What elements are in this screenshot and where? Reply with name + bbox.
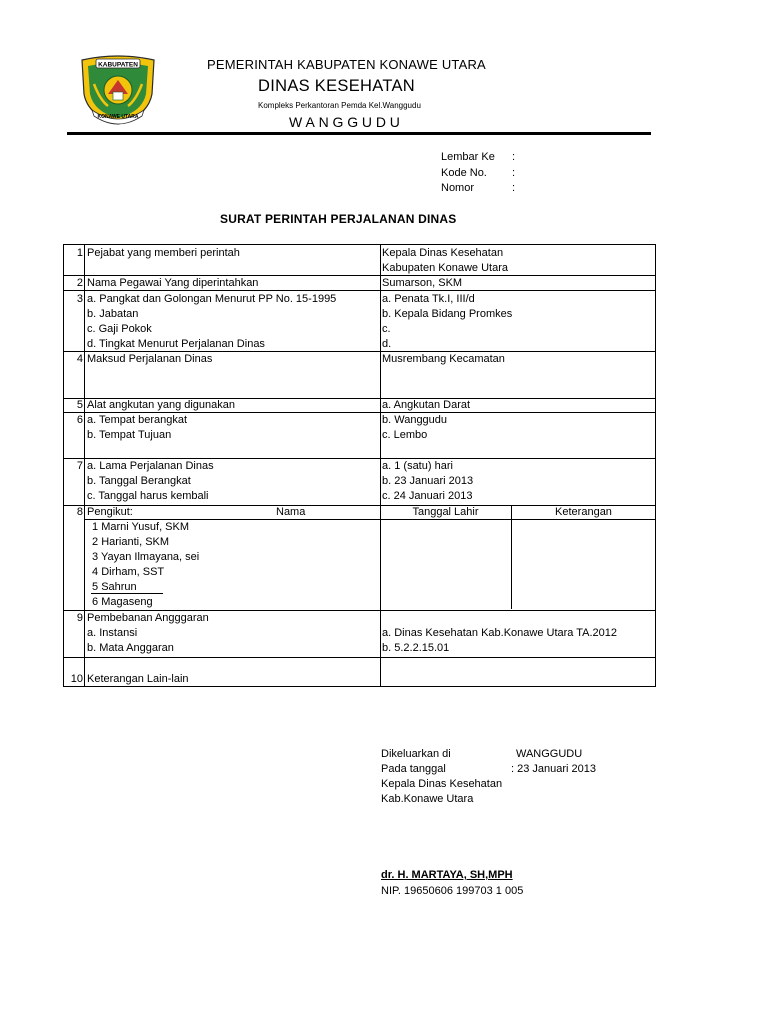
field-label: b. Tempat Tujuan bbox=[87, 429, 172, 441]
field-value: Kepala Dinas Kesehatan bbox=[382, 247, 504, 259]
travel-order-table bbox=[63, 244, 656, 687]
column-header-birthdate: Tanggal Lahir bbox=[412, 506, 479, 518]
column-divider bbox=[380, 245, 381, 686]
row-number: 6 bbox=[76, 414, 83, 426]
issued-date: : 23 Januari 2013 bbox=[511, 763, 597, 775]
field-label: d. Tingkat Menurut Perjalanan Dinas bbox=[87, 338, 265, 350]
column-divider bbox=[84, 245, 85, 686]
field-label: Alat angkutan yang digunakan bbox=[87, 399, 236, 411]
meta-separator: : bbox=[512, 166, 516, 179]
field-value: a. Angkutan Darat bbox=[382, 399, 471, 411]
field-label: b. Tanggal Berangkat bbox=[87, 475, 191, 487]
meta-separator: : bbox=[512, 151, 516, 163]
follower-item: 4 Dirham, SST bbox=[92, 566, 165, 578]
row-number: 1 bbox=[76, 247, 83, 259]
agency-city: WANGGUDU bbox=[289, 114, 404, 130]
row-divider bbox=[64, 657, 655, 658]
field-value: a. 1 (satu) hari bbox=[382, 460, 453, 472]
field-label: b. Mata Anggaran bbox=[87, 642, 174, 654]
field-label: a. Pangkat dan Golongan Menurut PP No. 15-1995 bbox=[87, 293, 337, 305]
meta-row-code bbox=[441, 166, 515, 182]
field-label: a. Lama Perjalanan Dinas bbox=[87, 460, 214, 472]
column-header-name: Nama bbox=[276, 506, 306, 518]
issued-label: Dikeluarkan di bbox=[381, 748, 451, 760]
field-label: b. Jabatan bbox=[87, 308, 139, 320]
field-value: c. Lembo bbox=[382, 429, 428, 441]
field-label: a. Instansi bbox=[87, 627, 138, 639]
field-value: Sumarson, SKM bbox=[382, 277, 463, 289]
field-label: Pengikut: bbox=[87, 506, 133, 518]
date-label: Pada tanggal bbox=[381, 763, 446, 775]
row-number: 8 bbox=[76, 506, 83, 518]
field-value: b. Wanggudu bbox=[382, 414, 448, 426]
signer-name: dr. H. MARTAYA, SH,MPH bbox=[381, 869, 513, 881]
meta-row-sheet bbox=[441, 150, 515, 166]
logo-text-top: KABUPATEN bbox=[98, 61, 138, 69]
follower-item: 3 Yayan Ilmayana, sei bbox=[92, 551, 200, 563]
document-meta bbox=[441, 150, 515, 197]
row-number: 3 bbox=[76, 293, 83, 305]
header-divider bbox=[67, 132, 651, 135]
field-value: c. bbox=[382, 323, 391, 335]
field-value: d. bbox=[382, 338, 392, 350]
follower-item: 6 Magaseng bbox=[92, 596, 153, 608]
field-label: Pembebanan Angggaran bbox=[87, 612, 209, 624]
meta-separator: : bbox=[512, 182, 516, 194]
signature-block bbox=[381, 747, 596, 807]
follower-item: 2 Harianti, SKM bbox=[92, 536, 170, 548]
field-label: c. Gaji Pokok bbox=[87, 323, 152, 335]
follower-item: 1 Marni Yusuf, SKM bbox=[92, 521, 190, 533]
field-label: Nama Pegawai Yang diperintahkan bbox=[87, 277, 259, 289]
field-label: Pejabat yang memberi perintah bbox=[87, 247, 240, 259]
field-label: a. Tempat berangkat bbox=[87, 414, 188, 426]
field-label: Maksud Perjalanan Dinas bbox=[87, 353, 213, 365]
field-value: a. Penata Tk.I, III/d bbox=[382, 293, 475, 305]
column-header-remarks: Keterangan bbox=[555, 506, 612, 518]
row-divider bbox=[64, 290, 655, 291]
meta-label: Lembar Ke bbox=[441, 151, 495, 163]
government-name: PEMERINTAH KABUPATEN KONAWE UTARA bbox=[207, 57, 486, 72]
row-number: 5 bbox=[76, 399, 83, 411]
agency-name: DINAS KESEHATAN bbox=[258, 77, 416, 95]
field-value: Kabupaten Konawe Utara bbox=[382, 262, 508, 274]
row-number: 4 bbox=[76, 353, 83, 365]
field-value: b. Kepala Bidang Promkes bbox=[382, 308, 513, 320]
row-number: 7 bbox=[76, 460, 83, 472]
agency-address: Kompleks Perkantoran Pemda Kel.Wanggudu bbox=[258, 101, 421, 110]
field-value: a. Dinas Kesehatan Kab.Konawe Utara TA.2012 bbox=[382, 627, 618, 639]
signer-region: Kab.Konawe Utara bbox=[381, 793, 474, 805]
row-number: 10 bbox=[70, 673, 83, 685]
column-divider bbox=[511, 505, 512, 609]
issued-place: WANGGUDU bbox=[516, 748, 583, 760]
row-number: 2 bbox=[76, 277, 83, 289]
field-value: b. 5.2.2.15.01 bbox=[382, 642, 450, 654]
meta-label: Kode No. bbox=[441, 166, 487, 179]
meta-label: Nomor bbox=[441, 182, 475, 194]
signer-position: Kepala Dinas Kesehatan bbox=[381, 778, 503, 790]
kabupaten-logo bbox=[78, 54, 158, 126]
field-value: Musrembang Kecamatan bbox=[382, 353, 505, 365]
document-title: SURAT PERINTAH PERJALANAN DINAS bbox=[220, 212, 457, 226]
row-number: 9 bbox=[76, 612, 83, 624]
follower-underline bbox=[91, 593, 163, 594]
field-value: c. 24 Januari 2013 bbox=[382, 490, 473, 502]
signer-nip: NIP. 19650606 199703 1 005 bbox=[381, 885, 524, 897]
meta-row-number bbox=[441, 181, 515, 197]
field-value: b. 23 Januari 2013 bbox=[382, 475, 474, 487]
follower-item: 5 Sahrun bbox=[92, 581, 137, 593]
field-label: Keterangan Lain-lain bbox=[87, 673, 189, 685]
field-label: c. Tanggal harus kembali bbox=[87, 490, 209, 502]
logo-text-bottom: KONAWE UTARA bbox=[97, 114, 139, 120]
